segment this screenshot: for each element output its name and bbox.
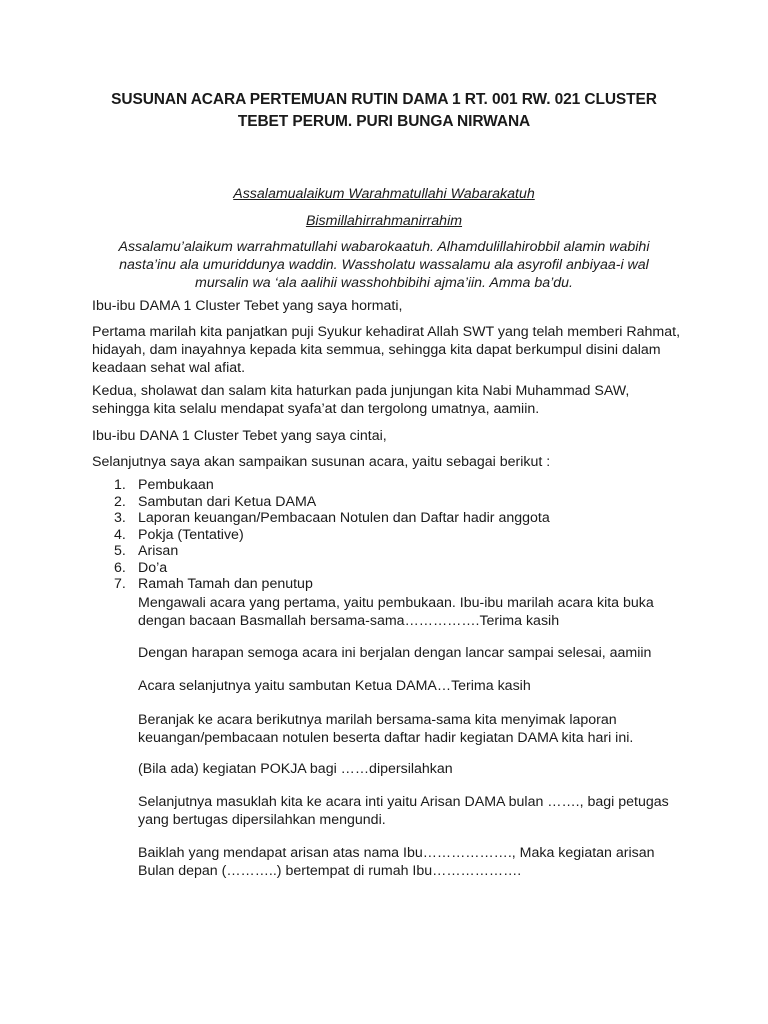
- list-item-number: 5.: [114, 543, 126, 559]
- list-item-number: 4.: [114, 526, 126, 543]
- arisan-instruction: Selanjutnya masuklah kita ke acara inti yaitu Arisan DAMA bulan ……., bagi petugas yang bertugas dipersilahkan mengundi.: [138, 794, 669, 828]
- list-item: [92, 477, 682, 494]
- report-instruction: Beranjak ke acara berikutnya marilah bersama-sama kita menyimak laporan keuangan/pembacaan notulen beserta daftar hadir kegiatan DAMA kita hari ini.: [138, 712, 634, 746]
- greeting-text: Assalamualaikum Warahmatullahi Wabarakatuh: [233, 186, 535, 202]
- list-item-text: Do’a: [138, 559, 168, 576]
- list-item: [92, 543, 682, 560]
- list-item: [92, 527, 682, 544]
- list-item-text: Pembukaan: [138, 477, 214, 493]
- bismillah: [92, 212, 676, 230]
- salutation-paragraph-2: Ibu-ibu DANA 1 Cluster Tebet yang saya cintai,: [92, 428, 387, 444]
- list-item-number: 1.: [114, 477, 126, 493]
- list-item-number: 7.: [114, 576, 126, 592]
- opening-prayer: Assalamu’alaikum warrahmatullahi wabarokaatuh. Alhamdulillahirobbil alamin wabihi nasta’inu ala umuriddunya waddin. Wassholatu wassalamu ala asyrofil anbiyaa-i wal mursalin wa ‘ala aalihii wasshohbibihi ajma’iin. Amma ba’du.: [118, 239, 650, 291]
- first-paragraph: Pertama marilah kita panjatkan puji Syukur kehadirat Allah SWT yang telah memberi Rahmat, hidayah, dam inayahnya kepada kita semmua, sehingga kita dapat berkumpul disini dalam keadaan sehat wal afiat.: [92, 324, 681, 376]
- second-paragraph: Kedua, sholawat dan salam kita haturkan pada junjungan kita Nabi Muhammad SAW, sehingga kita selalu mendapat syafa’at dan tergolong umatnya, aamiin.: [92, 383, 630, 417]
- salutation-paragraph: Ibu-ibu DAMA 1 Cluster Tebet yang saya hormati,: [92, 298, 403, 314]
- list-item-text: Laporan keuangan/Pembacaan Notulen dan Daftar hadir anggota: [138, 510, 550, 526]
- list-item-number: 6.: [114, 559, 126, 576]
- arisan-winner-instruction: Baiklah yang mendapat arisan atas nama Ibu………………., Maka kegiatan arisan Bulan depan (………..) bertempat di rumah Ibu……………….: [138, 845, 655, 879]
- list-item-number: 3.: [114, 510, 126, 526]
- agenda-list: [92, 477, 682, 593]
- list-item: [92, 560, 682, 577]
- pokja-instruction: (Bila ada) kegiatan POKJA bagi ……dipersilahkan: [138, 761, 453, 777]
- list-item-text: Sambutan dari Ketua DAMA: [138, 493, 317, 510]
- bismillah-text: Bismillahirrahmanirrahim: [305, 213, 463, 229]
- document-title: SUSUNAN ACARA PERTEMUAN RUTIN DAMA 1 RT. 001 RW. 021 CLUSTER TEBET PERUM. PURI BUNGA NIRWANA: [111, 91, 657, 130]
- greeting: [92, 185, 676, 203]
- agenda-intro: Selanjutnya saya akan sampaikan susunan acara, yaitu sebagai berikut :: [92, 454, 551, 470]
- hope-statement: Dengan harapan semoga acara ini berjalan dengan lancar sampai selesai, aamiin: [138, 645, 652, 661]
- list-item-number: 2.: [114, 493, 126, 510]
- list-item-text: Ramah Tamah dan penutup: [138, 576, 313, 592]
- opening-instruction: Mengawali acara yang pertama, yaitu pembukaan. Ibu-ibu marilah acara kita buka dengan bacaan Basmallah bersama-sama…………….Terima kasih: [138, 595, 654, 629]
- list-item-text: Arisan: [138, 543, 179, 559]
- list-item: [92, 510, 682, 527]
- chair-speech-instruction: Acara selanjutnya yaitu sambutan Ketua DAMA…Terima kasih: [138, 678, 531, 694]
- list-item-text: Pokja (Tentative): [138, 526, 244, 543]
- list-item: [92, 494, 682, 511]
- list-item: [92, 576, 682, 593]
